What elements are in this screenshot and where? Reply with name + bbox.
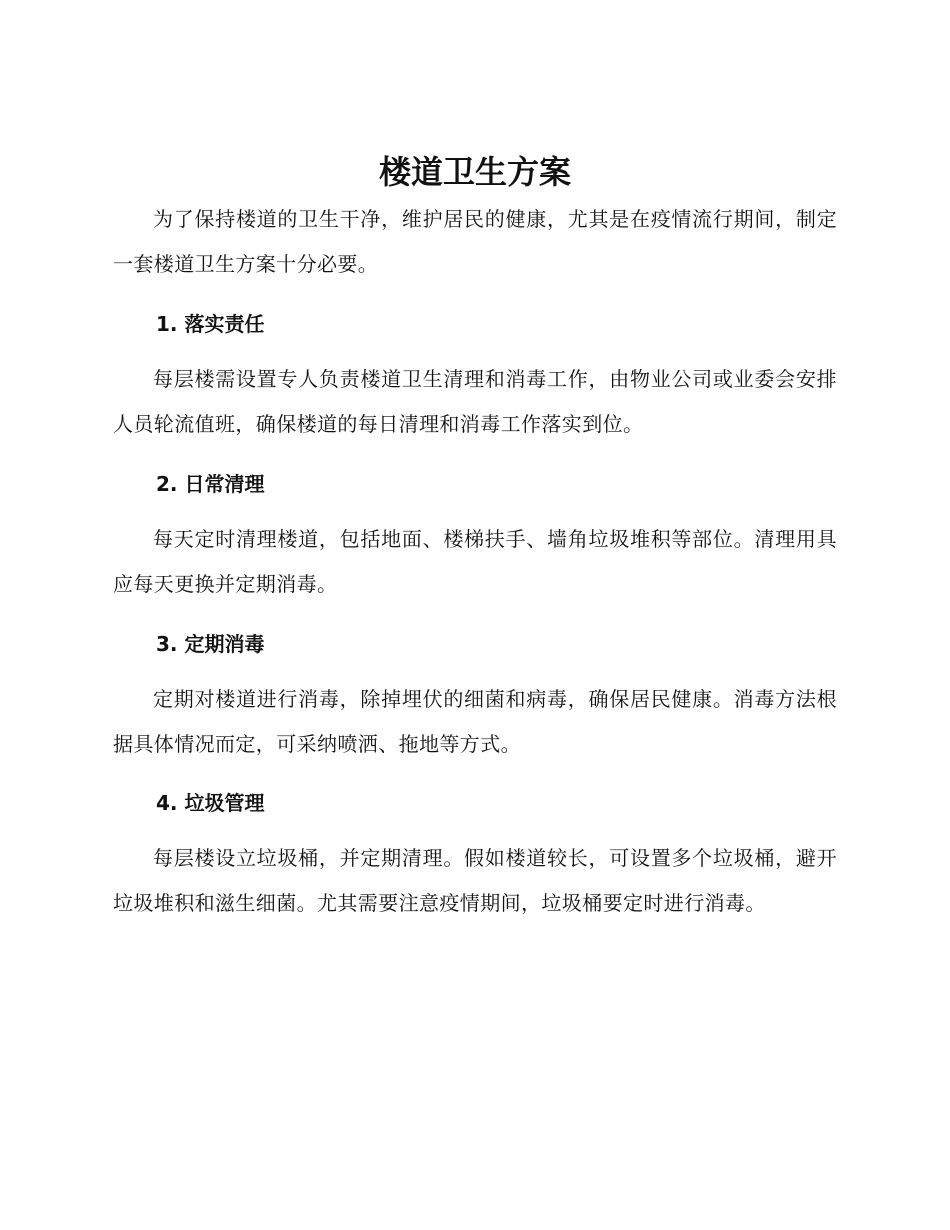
section-body-responsibility: 每层楼需设置专人负责楼道卫生清理和消毒工作，由物业公司或业委会安排人员轮流值班，确保楼道的每日清理和消毒工作落实到位。 [113, 367, 837, 436]
section-heading-garbage: 4. 垃圾管理 [156, 791, 265, 815]
section-body-daily-cleaning: 每天定时清理楼道，包括地面、楼梯扶手、墙角垃圾堆积等部位。清理用具应每天更换并定期消毒。 [113, 527, 837, 596]
section-heading-daily-cleaning: 2. 日常清理 [156, 472, 265, 496]
section-body-disinfection: 定期对楼道进行消毒，除掉埋伏的细菌和病毒，确保居民健康。消毒方法根据具体情况而定，可采纳喷洒、拖地等方式。 [113, 687, 837, 756]
section-heading-responsibility: 1. 落实责任 [156, 312, 265, 336]
section-heading-disinfection: 3. 定期消毒 [156, 632, 265, 656]
intro-paragraph: 为了保持楼道的卫生干净，维护居民的健康，尤其是在疫情流行期间，制定一套楼道卫生方案十分必要。 [113, 207, 837, 276]
document-title: 楼道卫生方案 [378, 153, 571, 191]
section-body-garbage: 每层楼设立垃圾桶，并定期清理。假如楼道较长，可设置多个垃圾桶，避开垃圾堆积和滋生细菌。尤其需要注意疫情期间，垃圾桶要定时进行消毒。 [113, 846, 837, 915]
